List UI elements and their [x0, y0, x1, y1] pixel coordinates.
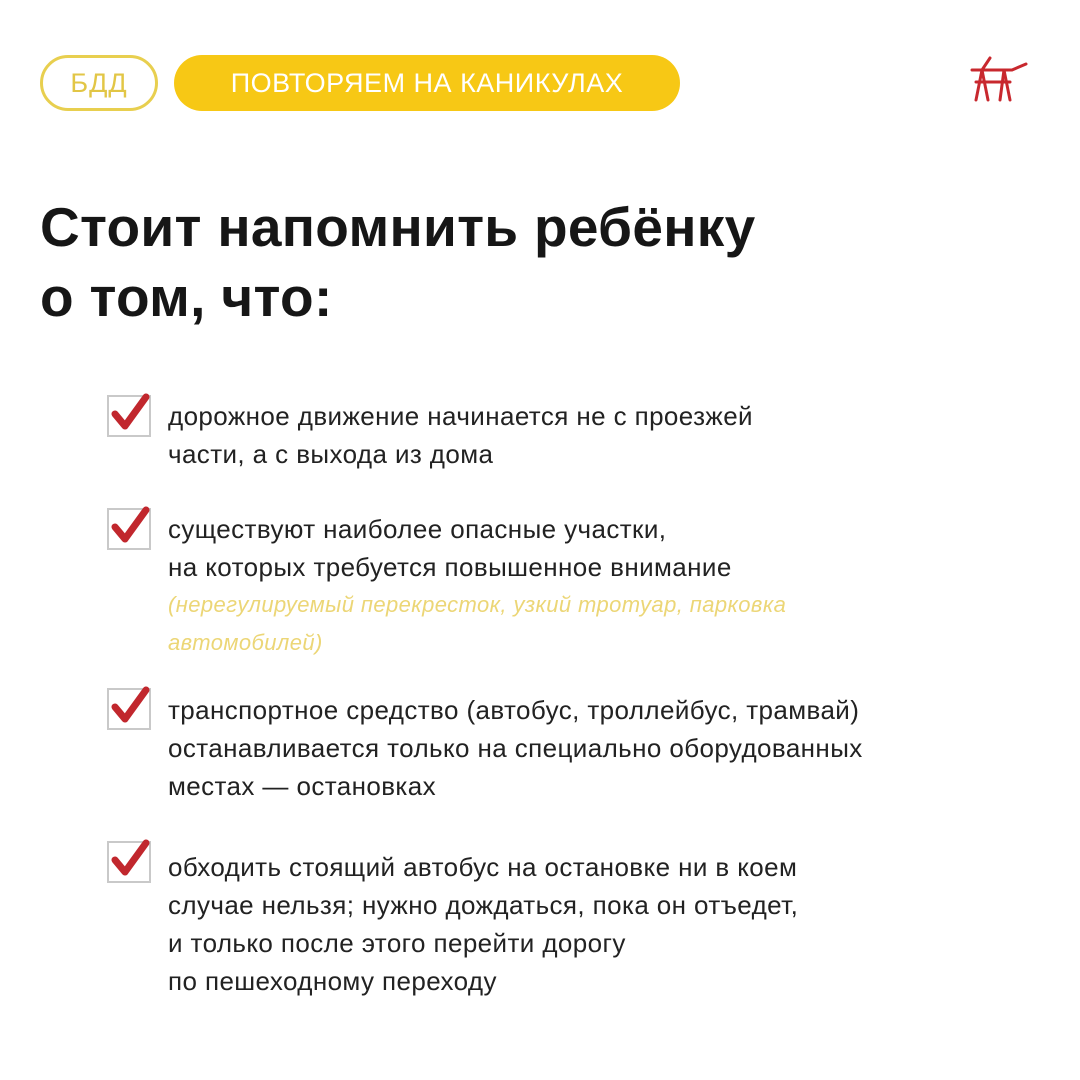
page-title: [40, 192, 755, 332]
item-line: местах — остановках: [168, 771, 437, 801]
item-line: существуют наиболее опасные участки,: [168, 514, 667, 544]
title-line: о том, что:: [40, 266, 333, 328]
item-text: [168, 691, 1008, 805]
item-line: обходить стоящий автобус на остановке ни в коем: [168, 852, 798, 882]
item-note: автомобилей): [168, 630, 323, 655]
item-text: [168, 510, 1008, 662]
logo-icon: [968, 52, 1032, 104]
item-text: [168, 848, 1008, 1000]
item-line: части, а с выхода из дома: [168, 439, 494, 469]
checkbox-checked-icon: [106, 685, 154, 733]
item-line: случае нельзя; нужно дождаться, пока он отъедет,: [168, 890, 799, 920]
item-text: [168, 397, 1008, 473]
title-line: Стоит напомнить ребёнку: [40, 196, 756, 258]
series-tag: ПОВТОРЯЕМ НА КАНИКУЛАХ: [174, 55, 680, 111]
checkbox-checked-icon: [106, 392, 154, 440]
checkbox-checked-icon: [106, 838, 154, 886]
item-line: и только после этого перейти дорогу: [168, 928, 626, 958]
category-tag: БДД: [40, 55, 158, 111]
item-line: останавливается только на специально оборудованных: [168, 733, 863, 763]
item-line: по пешеходному переходу: [168, 966, 497, 996]
item-line: транспортное средство (автобус, троллейбус, трамвай): [168, 695, 860, 725]
item-line: дорожное движение начинается не с проезжей: [168, 401, 753, 431]
item-line: на которых требуется повышенное внимание: [168, 552, 732, 582]
item-note: (нерегулируемый перекресток, узкий тротуар, парковка: [168, 592, 787, 617]
checkbox-checked-icon: [106, 505, 154, 553]
